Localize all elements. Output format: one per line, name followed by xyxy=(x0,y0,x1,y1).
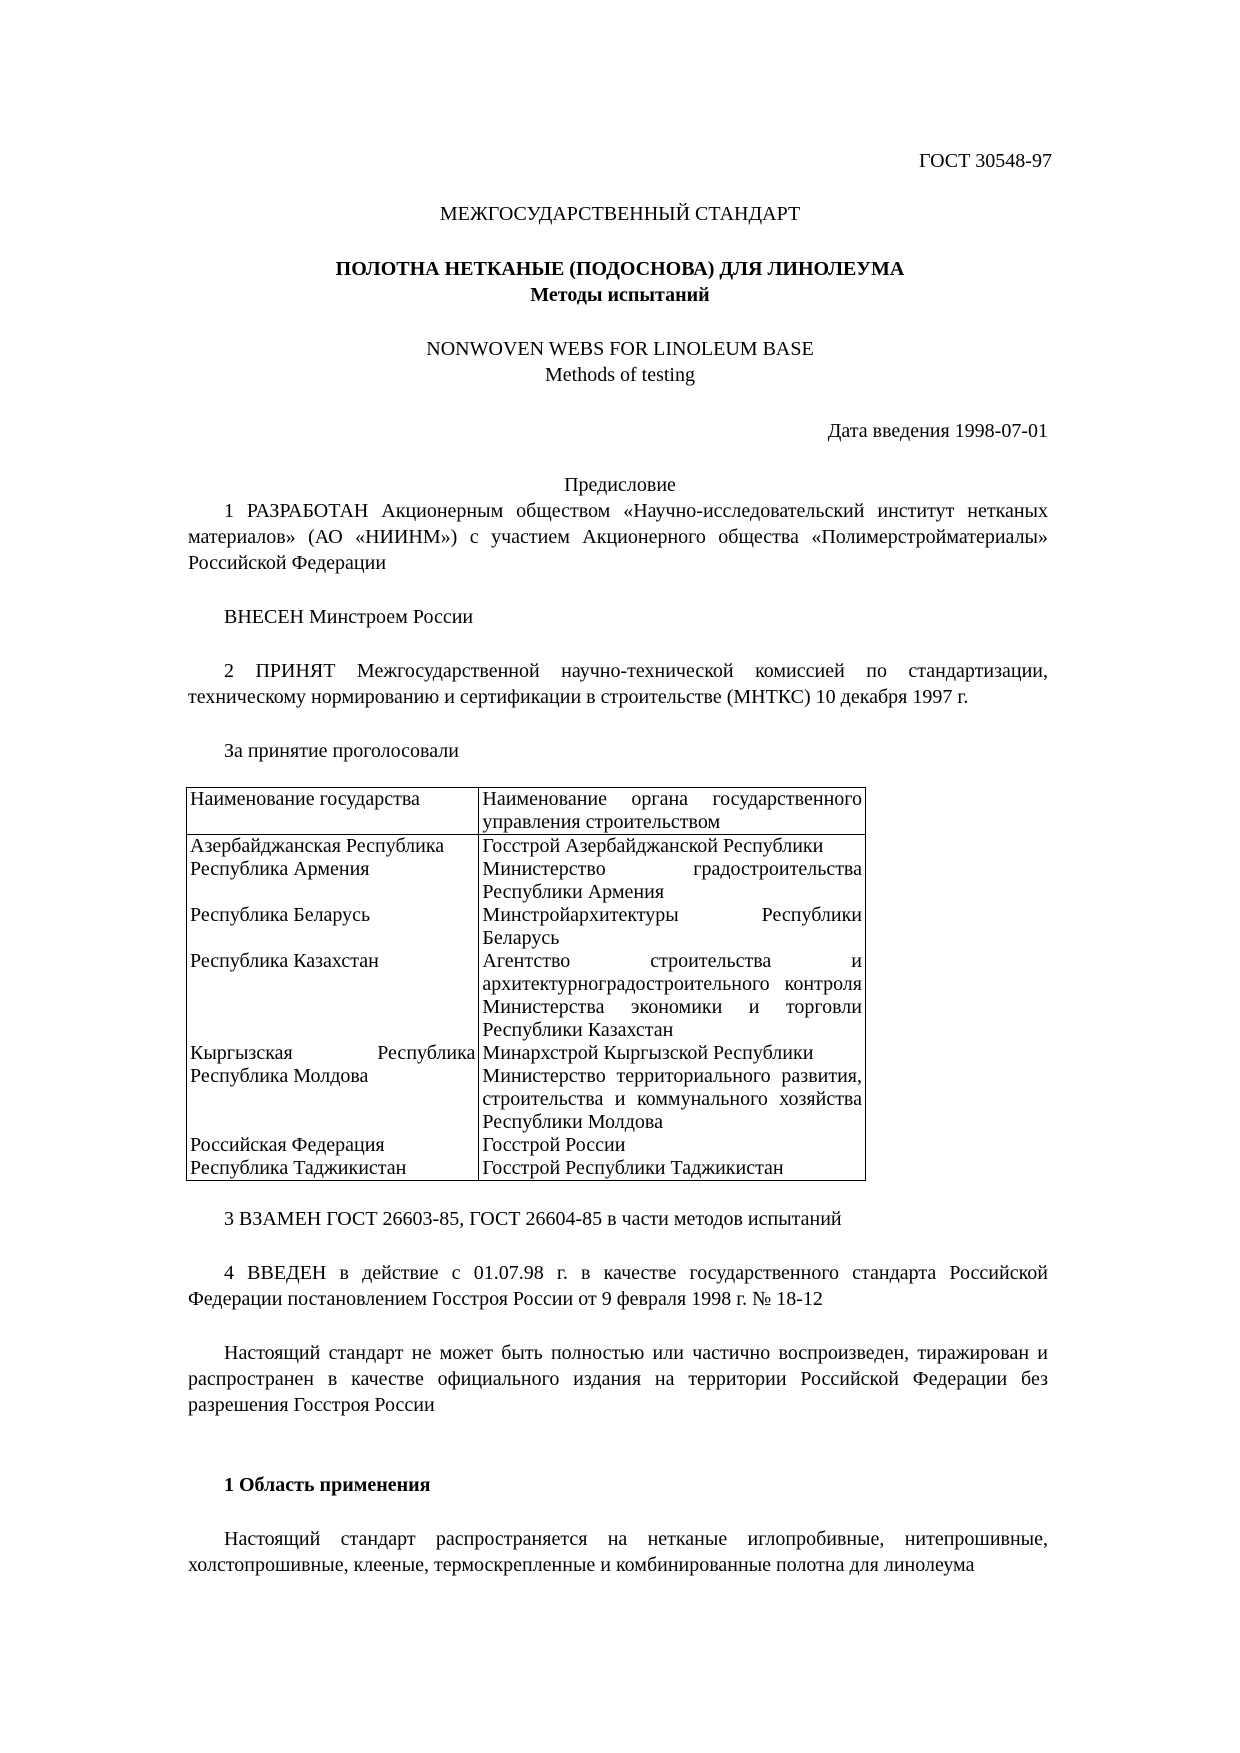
authority-cell: Минстройархитектуры Республики Беларусь xyxy=(479,904,866,950)
state-cell: Республика Беларусь xyxy=(187,904,479,950)
paragraph-submitted: ВНЕСЕН Минстроем России xyxy=(224,606,474,628)
authority-cell: Агентство строительства и архитектурноградостроительного контроля Министерства экономики и торговли Республики Казахстан xyxy=(479,950,866,1042)
table-row xyxy=(187,858,866,904)
state-cell: Республика Казахстан xyxy=(187,950,479,1042)
table-row xyxy=(187,1065,866,1134)
subtitle-ru: Методы испытаний xyxy=(530,284,710,306)
state-cell: Республика Армения xyxy=(187,858,479,904)
authority-cell: Министерство градостроительства Республики Армения xyxy=(479,858,866,904)
state-cell: Азербайджанская Республика xyxy=(187,835,479,859)
state-cell: Республика Молдова xyxy=(187,1065,479,1134)
table-row xyxy=(187,835,866,859)
header-authority xyxy=(479,788,866,835)
authority-cell: Госстрой Республики Таджикистан xyxy=(479,1157,866,1181)
state-cell: Кыргызская Республика xyxy=(187,1042,479,1065)
section-heading-scope: 1 Область применения xyxy=(224,1474,431,1496)
table-row xyxy=(187,904,866,950)
state-cell: Республика Таджикистан xyxy=(187,1157,479,1181)
paragraph-voted: За принятие проголосовали xyxy=(224,740,459,762)
authority-cell: Минархстрой Кыргызской Республики xyxy=(479,1042,866,1065)
table-row xyxy=(187,1042,866,1065)
votes-table xyxy=(186,787,866,1181)
state-cell: Российская Федерация xyxy=(187,1134,479,1157)
paragraph-replaces: 3 ВЗАМЕН ГОСТ 26603-85, ГОСТ 26604-85 в части методов испытаний xyxy=(224,1208,842,1230)
paragraph-adopted: 2 ПРИНЯТ Межгосударственной научно-технической комиссией по стандартизации, техническому нормированию и сертификации в строительстве (МНТКС) 10 декабря 1997 г. xyxy=(188,660,1048,708)
paragraph-copyright-notice: Настоящий стандарт не может быть полностью или частично воспроизведен, тиражирован и распространен в качестве официального издания на территории Российской Федерации без разрешения Госстроя России xyxy=(188,1342,1048,1416)
doc-code: ГОСТ 30548-97 xyxy=(919,150,1052,172)
standard-type: МЕЖГОСУДАРСТВЕННЫЙ СТАНДАРТ xyxy=(439,203,801,225)
paragraph-introduced: 4 ВВЕДЕН в действие с 01.07.98 г. в качестве государственного стандарта Российской Федерации постановлением Госстроя России от 9 февраля 1998 г. № 18-12 xyxy=(188,1262,1048,1310)
table-header-row xyxy=(187,788,866,835)
title-ru: ПОЛОТНА НЕТКАНЫЕ (ПОДОСНОВА) ДЛЯ ЛИНОЛЕУМА xyxy=(335,258,905,280)
foreword-heading: Предисловие xyxy=(564,474,676,496)
table-row xyxy=(187,1157,866,1181)
intro-date: Дата введения 1998-07-01 xyxy=(827,420,1048,442)
subtitle-en: Methods of testing xyxy=(545,364,695,386)
paragraph-developed: 1 РАЗРАБОТАН Акционерным обществом «Научно-исследовательский институт нетканых материалов» (АО «НИИНМ») с участием Акционерного общества «Полимерстройматериалы» Российской Федерации xyxy=(188,500,1048,574)
header-state: Наименование государства xyxy=(187,788,479,835)
authority-cell: Госстрой России xyxy=(479,1134,866,1157)
table-row xyxy=(187,1134,866,1157)
table-row xyxy=(187,950,866,1042)
authority-cell: Министерство территориального развития, строительства и коммунального хозяйства Республики Молдова xyxy=(479,1065,866,1134)
title-en: NONWOVEN WEBS FOR LINOLEUM BASE xyxy=(426,338,814,360)
header-authority-text: Наименование органа государственного управления строительством xyxy=(482,788,862,833)
paragraph-scope: Настоящий стандарт распространяется на нетканые иглопробивные, нитепрошивные, холстопрошивные, клееные, термоскрепленные и комбинированные полотна для линолеума xyxy=(188,1528,1048,1576)
authority-cell: Госстрой Азербайджанской Республики xyxy=(479,835,866,859)
